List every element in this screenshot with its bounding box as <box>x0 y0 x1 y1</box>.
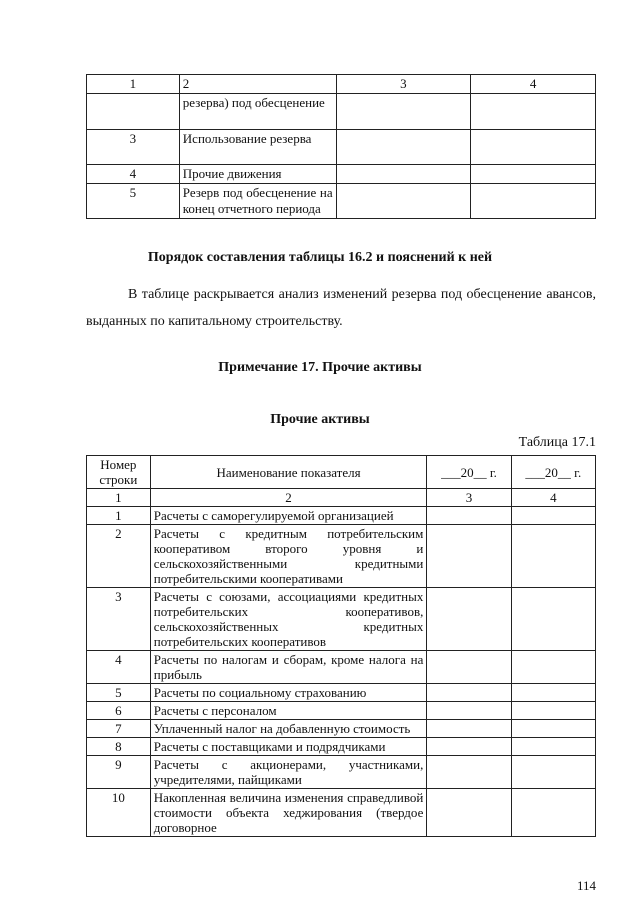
column-index-row <box>87 489 596 507</box>
row-number: 9 <box>87 756 151 789</box>
table-row <box>87 738 596 756</box>
section-paragraph: В таблице раскрывается анализ изменений резерва под обесценение авансов, выданных по капитальному строительству. <box>86 287 596 329</box>
value-cell <box>427 756 511 789</box>
table-row <box>87 684 596 702</box>
row-label: Расчеты с персоналом <box>150 702 427 720</box>
value-cell <box>427 789 511 837</box>
row-number <box>87 94 180 130</box>
header-cell: ___20__ г. <box>511 456 595 489</box>
row-number: 8 <box>87 738 151 756</box>
row-label: Уплаченный налог на добавленную стоимость <box>150 720 427 738</box>
table-header-row <box>87 456 596 489</box>
table-row <box>87 789 596 837</box>
value-cell <box>471 184 596 219</box>
value-cell <box>427 738 511 756</box>
value-cell <box>336 130 471 165</box>
value-cell <box>511 702 595 720</box>
table-row <box>87 184 596 219</box>
row-label: Резерв под обесценение на конец отчетного периода <box>179 184 336 219</box>
row-number: 5 <box>87 684 151 702</box>
table-header-row <box>87 75 596 94</box>
value-cell <box>427 684 511 702</box>
row-label: Использование резерва <box>179 130 336 165</box>
row-label: Расчеты с акционерами, участниками, учредителями, пайщиками <box>150 756 427 789</box>
row-number: 4 <box>87 651 151 684</box>
value-cell <box>471 94 596 130</box>
table-row <box>87 165 596 184</box>
row-label: Расчеты с союзами, ассоциациями кредитных потребительских кооперативов, сельскохозяйственных кредитных потребительских кооперативов <box>150 588 427 651</box>
value-cell <box>336 184 471 219</box>
table-row <box>87 651 596 684</box>
value-cell <box>427 588 511 651</box>
value-cell <box>471 165 596 184</box>
table-title: Прочие активы <box>270 412 370 427</box>
row-label: резерва) под обесценение <box>179 94 336 130</box>
table-row <box>87 588 596 651</box>
table-row <box>87 130 596 165</box>
table-row <box>87 720 596 738</box>
index-cell: 1 <box>87 489 151 507</box>
value-cell <box>511 720 595 738</box>
header-cell: ___20__ г. <box>427 456 511 489</box>
row-number: 2 <box>87 525 151 588</box>
row-number: 10 <box>87 789 151 837</box>
table-row <box>87 702 596 720</box>
value-cell <box>511 756 595 789</box>
table-row <box>87 507 596 525</box>
row-number: 6 <box>87 702 151 720</box>
value-cell <box>427 525 511 588</box>
row-number: 1 <box>87 507 151 525</box>
header-cell: 3 <box>336 75 471 94</box>
row-label: Расчеты по социальному страхованию <box>150 684 427 702</box>
index-cell: 4 <box>511 489 595 507</box>
note-heading: Примечание 17. Прочие активы <box>218 360 422 375</box>
value-cell <box>511 738 595 756</box>
value-cell <box>427 720 511 738</box>
value-cell <box>427 702 511 720</box>
header-cell: 2 <box>179 75 336 94</box>
header-cell: 1 <box>87 75 180 94</box>
value-cell <box>427 651 511 684</box>
header-cell: 4 <box>471 75 596 94</box>
value-cell <box>511 507 595 525</box>
reserve-table <box>86 74 596 219</box>
header-cell: Номер строки <box>87 456 151 489</box>
value-cell <box>511 789 595 837</box>
row-number: 4 <box>87 165 180 184</box>
row-number: 7 <box>87 720 151 738</box>
value-cell <box>427 507 511 525</box>
row-label: Расчеты с кредитным потребительским кооперативом второго уровня и сельскохозяйственными кредитными потребительскими кооперативами <box>150 525 427 588</box>
header-cell: Наименование показателя <box>150 456 427 489</box>
row-label: Накопленная величина изменения справедливой стоимости объекта хеджирования (твердое договорное <box>150 789 427 837</box>
value-cell <box>471 130 596 165</box>
table-row <box>87 94 596 130</box>
row-number: 5 <box>87 184 180 219</box>
table-row <box>87 756 596 789</box>
value-cell <box>336 94 471 130</box>
table-row <box>87 525 596 588</box>
value-cell <box>511 651 595 684</box>
section-heading: Порядок составления таблицы 16.2 и пояснений к ней <box>147 250 493 265</box>
value-cell <box>511 525 595 588</box>
row-label: Расчеты с саморегулируемой организацией <box>150 507 427 525</box>
value-cell <box>511 684 595 702</box>
table-number: Таблица 17.1 <box>518 435 596 450</box>
row-number: 3 <box>87 130 180 165</box>
value-cell <box>511 588 595 651</box>
index-cell: 2 <box>150 489 427 507</box>
row-number: 3 <box>87 588 151 651</box>
value-cell <box>336 165 471 184</box>
row-label: Расчеты по налогам и сборам, кроме налога на прибыль <box>150 651 427 684</box>
other-assets-table <box>86 455 596 837</box>
page-number: 114 <box>576 878 596 893</box>
row-label: Расчеты с поставщиками и подрядчиками <box>150 738 427 756</box>
index-cell: 3 <box>427 489 511 507</box>
row-label: Прочие движения <box>179 165 336 184</box>
